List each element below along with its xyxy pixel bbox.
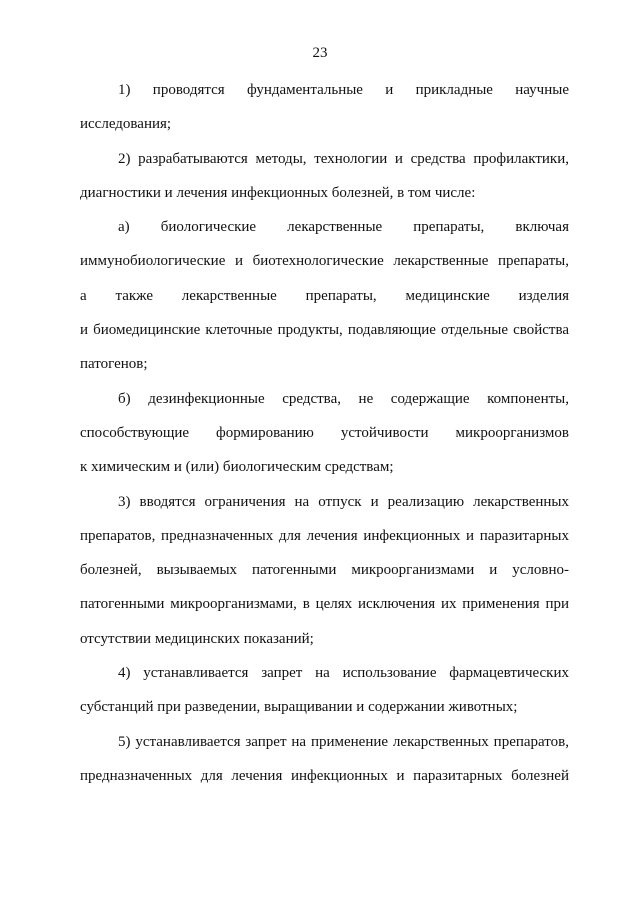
text-line: иммунобиологические и биотехнологические лекарственные препараты, xyxy=(80,253,569,270)
text-line: 2) разрабатываются методы, технологии и средства профилактики, xyxy=(118,150,569,167)
page-number: 23 xyxy=(312,45,328,61)
text-line: препаратов, предназначенных для лечения инфекционных и паразитарных xyxy=(80,527,569,544)
body-text xyxy=(80,78,569,798)
text-line: предназначенных для лечения инфекционных и паразитарных болезней xyxy=(80,767,569,784)
text-line: диагностики и лечения инфекционных болезней, в том числе: xyxy=(80,184,476,201)
text-line: 3) вводятся ограничения на отпуск и реализацию лекарственных xyxy=(118,493,569,510)
text-line: 5) устанавливается запрет на применение лекарственных препаратов, xyxy=(118,733,569,750)
text-line: к химическим и (или) биологическим средствам; xyxy=(80,459,394,476)
text-line: способствующие формированию устойчивости микроорганизмов xyxy=(80,424,569,441)
text-line: исследования; xyxy=(80,116,172,133)
text-line: 4) устанавливается запрет на использование фармацевтических xyxy=(118,665,569,682)
text-line: отсутствии медицинских показаний; xyxy=(80,630,314,647)
text-line: субстанций при разведении, выращивании и содержании животных; xyxy=(80,699,518,716)
text-line: патогенов; xyxy=(80,356,148,373)
text-line: патогенными микроорганизмами, в целях исключения их применения при xyxy=(80,596,569,613)
text-line: 1) проводятся фундаментальные и прикладные научные xyxy=(118,82,569,98)
text-line: а) биологические лекарственные препараты, включая xyxy=(118,219,569,236)
text-line: б) дезинфекционные средства, не содержащие компоненты, xyxy=(118,390,569,407)
text-line: и биомедицинские клеточные продукты, подавляющие отдельные свойства xyxy=(80,322,569,339)
text-line: болезней, вызываемых патогенными микроорганизмами и условно- xyxy=(80,562,569,579)
text-line: а также лекарственные препараты, медицинские изделия xyxy=(80,287,569,304)
